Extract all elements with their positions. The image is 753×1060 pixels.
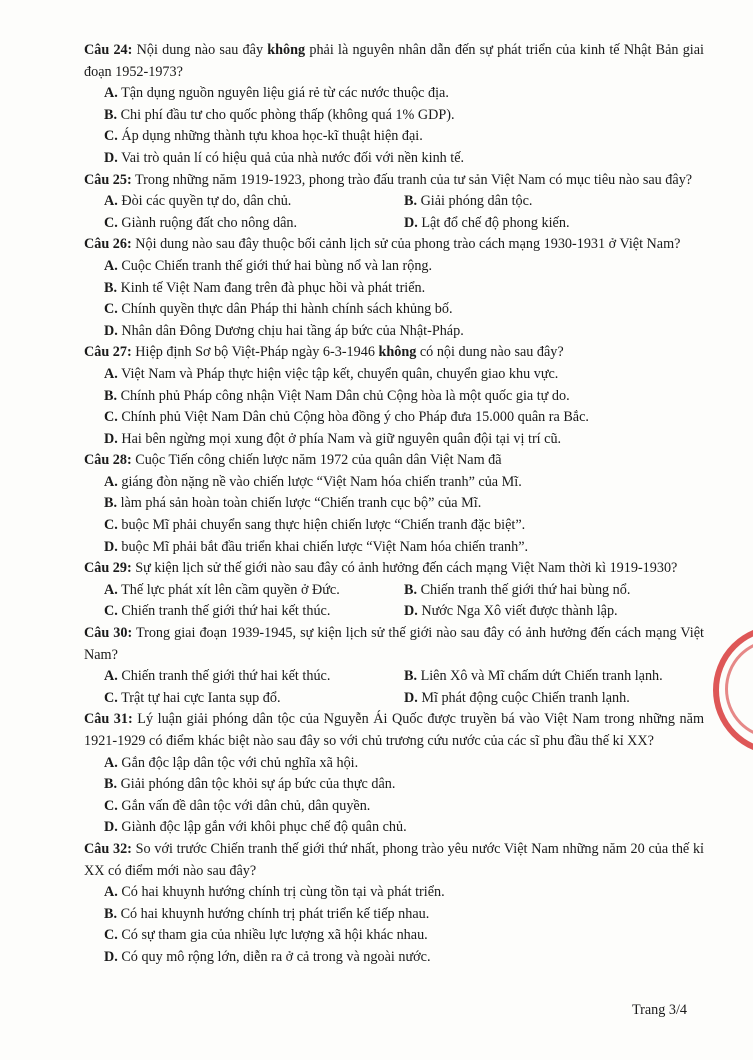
option-text: Đòi các quyền tự do, dân chủ.: [117, 193, 292, 210]
option-letter: C.: [104, 603, 118, 620]
option: [404, 580, 704, 602]
option-letter: B.: [104, 387, 118, 404]
option-letter: D.: [104, 149, 118, 166]
option-text: Tận dụng nguồn nguyên liệu giá rẻ từ các nước thuộc địa.: [117, 85, 449, 102]
option: [84, 515, 704, 537]
option: [104, 191, 404, 213]
option: [404, 666, 704, 688]
option: [84, 364, 704, 386]
option: [404, 213, 704, 235]
option: [84, 429, 704, 451]
option-text: Giải phóng dân tộc.: [417, 193, 533, 210]
option-text: Giải phóng dân tộc khỏi sự áp bức của thực dân.: [117, 776, 396, 793]
exam-page: [84, 40, 704, 969]
question-stem: phải là nguyên nhân dẫn đến sự phát triển của kinh tế Nhật Bản giai đoạn 1952-1973?: [84, 42, 704, 80]
option-letter: B.: [104, 279, 118, 296]
option-text: Giành ruộng đất cho nông dân.: [117, 214, 298, 231]
option: [84, 126, 704, 148]
option: [84, 386, 704, 408]
red-seal-stamp: [713, 625, 753, 765]
option-text: Chiến tranh thế giới thứ hai bùng nổ.: [417, 581, 631, 598]
option-letter: B.: [404, 193, 418, 210]
question-stem: Trong những năm 1919-1923, phong trào đấu tranh của tư sản Việt Nam có mục tiêu nào sau đây?: [131, 171, 693, 188]
question-28: [84, 450, 704, 472]
question-stem-emphasis: không: [267, 42, 306, 58]
option: [84, 537, 704, 559]
question-stem: Nội dung nào sau đây thuộc bối cảnh lịch sử của phong trào cách mạng 1930-1931 ở Việt Nam?: [131, 236, 681, 253]
option: [84, 105, 704, 127]
option-letter: A.: [104, 668, 118, 685]
option-letter: D.: [104, 819, 118, 836]
option-row: [84, 191, 704, 213]
option-text: buộc Mĩ phải bắt đầu triển khai chiến lược “Việt Nam hóa chiến tranh”.: [117, 538, 529, 555]
option-letter: B.: [104, 905, 118, 922]
option-letter: C.: [104, 517, 118, 534]
question-number: Câu 27:: [84, 344, 132, 361]
question-number: Câu 24:: [84, 42, 133, 58]
option-letter: D.: [404, 689, 418, 706]
option-text: Có hai khuynh hướng chính trị phát triển kế tiếp nhau.: [117, 905, 430, 922]
option-row: [84, 213, 704, 235]
option-row: [84, 601, 704, 623]
question-stem: Cuộc Tiến công chiến lược năm 1972 của quân dân Việt Nam đã: [131, 452, 502, 469]
option: [84, 947, 704, 969]
question-stem: Lý luận giải phóng dân tộc của Nguyễn Ái Quốc được truyền bá vào Việt Nam trong những năm 1921-1929 có điểm khác biệt nào sau đây so với chủ trương cứu nước của các sĩ phu đầu thế kỉ XX?: [84, 711, 704, 749]
question-27: [84, 342, 704, 364]
option: [84, 753, 704, 775]
question-32: [84, 839, 704, 882]
option-letter: D.: [104, 322, 118, 339]
option-letter: D.: [404, 603, 418, 620]
question-stem: Nội dung nào sau đây: [132, 42, 268, 58]
page-number: Trang 3/4: [631, 1002, 687, 1018]
option-letter: C.: [104, 689, 118, 706]
option-letter: D.: [104, 430, 118, 447]
option-text: Chính quyền thực dân Pháp thi hành chính sách khủng bố.: [117, 301, 453, 318]
option-row: [84, 666, 704, 688]
option: [84, 904, 704, 926]
option-text: Hai bên ngừng mọi xung đột ở phía Nam và giữ nguyên quân đội tại vị trí cũ.: [117, 430, 562, 447]
option-text: Thế lực phát xít lên cầm quyền ở Đức.: [117, 581, 340, 598]
option-text: Vai trò quản lí có hiệu quả của nhà nước đối với nền kinh tế.: [117, 149, 465, 166]
option-text: làm phá sản hoàn toàn chiến lược “Chiến tranh cục bộ” của Mĩ.: [117, 495, 482, 512]
option-text: Mĩ phát động cuộc Chiến tranh lạnh.: [417, 689, 630, 706]
option-text: Gắn vấn đề dân tộc với dân chủ, dân quyền.: [117, 797, 371, 814]
option-letter: B.: [404, 581, 418, 598]
option: [84, 299, 704, 321]
option-text: Liên Xô và Mĩ chấm dứt Chiến tranh lạnh.: [417, 668, 663, 685]
option: [84, 817, 704, 839]
option: [404, 688, 704, 710]
question-stem: Sự kiện lịch sử thế giới nào sau đây có ảnh hưởng đến cách mạng Việt Nam thời kì 1919-1930?: [131, 560, 678, 577]
option-text: giáng đòn nặng nề vào chiến lược “Việt Nam hóa chiến tranh” của Mĩ.: [117, 473, 522, 490]
question-number: Câu 29:: [84, 560, 132, 577]
option-text: Nhân dân Đông Dương chịu hai tầng áp bức của Nhật-Pháp.: [117, 322, 464, 339]
option: [404, 191, 704, 213]
option-text: Chính phủ Việt Nam Dân chủ Cộng hòa đồng ý cho Pháp đưa 15.000 quân ra Bắc.: [117, 409, 589, 426]
question-29: [84, 558, 704, 580]
option: [104, 580, 404, 602]
option-letter: A.: [104, 85, 118, 102]
option-text: Nước Nga Xô viết được thành lập.: [417, 603, 618, 620]
question-number: Câu 32:: [84, 840, 132, 857]
option-letter: B.: [104, 776, 118, 793]
option-letter: D.: [404, 214, 418, 231]
option-letter: C.: [104, 409, 118, 426]
option-text: Chính phủ Pháp công nhận Việt Nam Dân chủ Cộng hòa là một quốc gia tự do.: [117, 387, 570, 404]
question-stem: có nội dung nào sau đây?: [416, 344, 564, 361]
option-text: Giành độc lập gắn với khôi phục chế độ quân chủ.: [117, 819, 407, 836]
question-24: [84, 40, 704, 83]
option-text: Chiến tranh thế giới thứ hai kết thúc.: [117, 668, 331, 685]
question-stem: Trong giai đoạn 1939-1945, sự kiện lịch sử thế giới nào sau đây có ảnh hưởng đến cách mạng Việt Nam?: [84, 625, 704, 663]
option-letter: B.: [104, 495, 118, 512]
option: [104, 688, 404, 710]
option-letter: B.: [404, 668, 418, 685]
question-number: Câu 28:: [84, 452, 132, 469]
option: [104, 601, 404, 623]
option-letter: C.: [104, 214, 118, 231]
option-letter: C.: [104, 797, 118, 814]
option: [404, 601, 704, 623]
option-letter: A.: [104, 581, 118, 598]
option-letter: A.: [104, 257, 118, 274]
option-letter: C.: [104, 301, 118, 318]
option-text: Trật tự hai cực Ianta sụp đổ.: [117, 689, 281, 706]
option: [84, 925, 704, 947]
option-letter: A.: [104, 193, 118, 210]
question-number: Câu 25:: [84, 171, 132, 188]
question-stem: So với trước Chiến tranh thế giới thứ nhất, phong trào yêu nước Việt Nam những năm 20 của thế kỉ XX có điểm mới nào sau đây?: [84, 840, 704, 879]
option-text: Việt Nam và Pháp thực hiện việc tập kết, chuyển quân, chuyển giao khu vực.: [117, 365, 559, 382]
option-text: Chiến tranh thế giới thứ hai kết thúc.: [117, 603, 331, 620]
option-letter: D.: [104, 538, 118, 555]
option: [84, 882, 704, 904]
question-25: [84, 170, 704, 192]
option-letter: C.: [104, 128, 118, 145]
option-letter: A.: [104, 365, 118, 382]
option-text: Có sự tham gia của nhiều lực lượng xã hội khác nhau.: [117, 927, 428, 944]
option-text: Có hai khuynh hướng chính trị cùng tồn tại và phát triển.: [117, 884, 445, 901]
option-row: [84, 580, 704, 602]
option: [84, 407, 704, 429]
option: [84, 774, 704, 796]
question-31: [84, 709, 704, 752]
option-letter: A.: [104, 473, 118, 490]
option-text: Cuộc Chiến tranh thế giới thứ hai bùng nổ và lan rộng.: [117, 257, 433, 274]
option: [84, 278, 704, 300]
option-text: Kinh tế Việt Nam đang trên đà phục hồi và phát triển.: [117, 279, 426, 296]
question-30: [84, 623, 704, 666]
option: [84, 321, 704, 343]
option: [84, 493, 704, 515]
option: [84, 472, 704, 494]
option-letter: B.: [104, 106, 118, 123]
option-text: buộc Mĩ phải chuyển sang thực hiện chiến lược “Chiến tranh đặc biệt”.: [117, 517, 526, 534]
option-text: Gắn độc lập dân tộc với chủ nghĩa xã hội.: [117, 754, 359, 771]
option-text: Áp dụng những thành tựu khoa học-kĩ thuật hiện đại.: [117, 128, 423, 145]
question-number: Câu 30:: [84, 625, 133, 642]
option-letter: D.: [104, 948, 118, 965]
option-letter: A.: [104, 754, 118, 771]
question-stem-emphasis: không: [378, 344, 417, 361]
question-number: Câu 26:: [84, 236, 132, 253]
option-text: Lật đổ chế độ phong kiến.: [417, 214, 570, 231]
question-stem: Hiệp định Sơ bộ Việt-Pháp ngày 6-3-1946: [131, 344, 379, 361]
option-letter: C.: [104, 927, 118, 944]
option: [84, 256, 704, 278]
option: [104, 213, 404, 235]
option: [84, 796, 704, 818]
option: [104, 666, 404, 688]
question-number: Câu 31:: [84, 711, 133, 728]
option-letter: A.: [104, 884, 118, 901]
option-row: [84, 688, 704, 710]
option-text: Chi phí đầu tư cho quốc phòng thấp (không quá 1% GDP).: [117, 106, 455, 123]
question-26: [84, 234, 704, 256]
option: [84, 83, 704, 105]
option: [84, 148, 704, 170]
option-text: Có quy mô rộng lớn, diễn ra ở cả trong và ngoài nước.: [117, 948, 431, 965]
